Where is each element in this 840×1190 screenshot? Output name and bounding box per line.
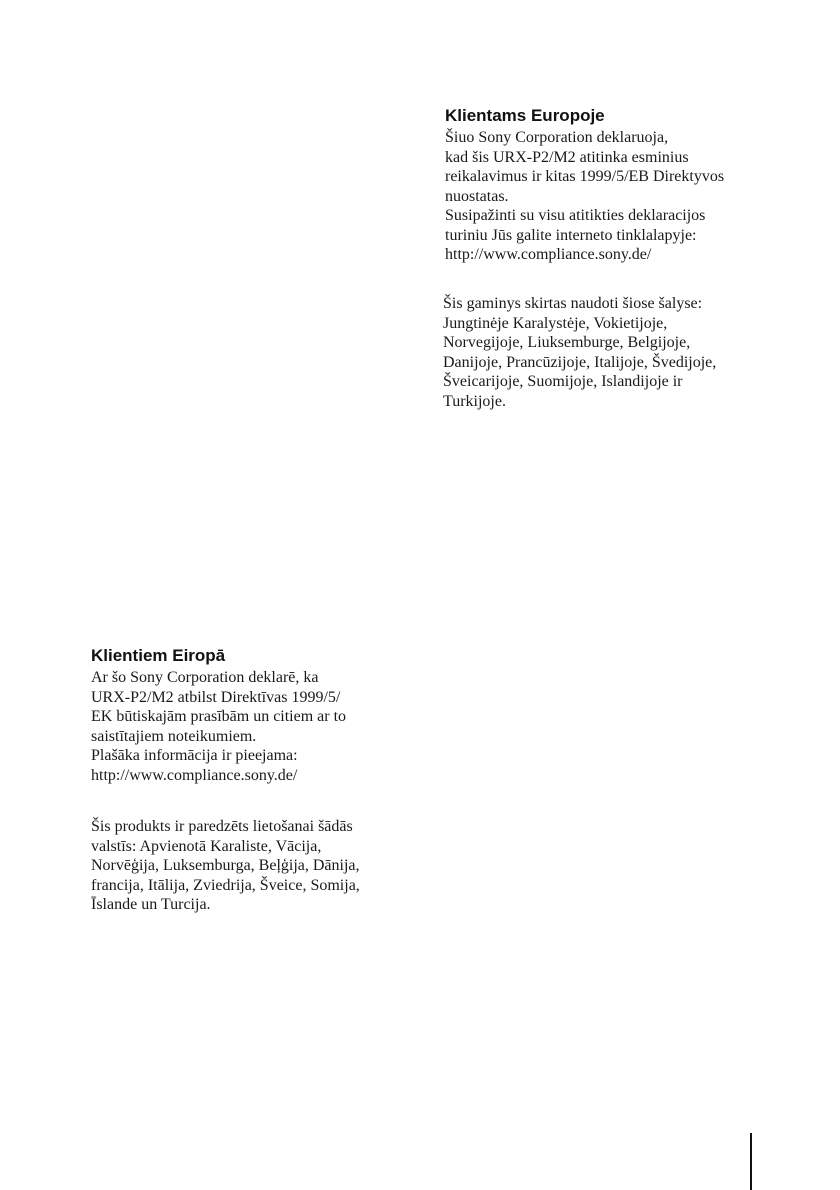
compliance-url: http://www.compliance.sony.de/ [91, 766, 298, 784]
latvian-declaration [91, 668, 346, 785]
lithuanian-declaration [445, 128, 724, 265]
latvian-countries [91, 817, 360, 915]
latvian-notice [91, 645, 346, 785]
text-line: EK būtiskajām prasībām un citiem ar to [91, 708, 347, 725]
text-line: valstīs: Apvienotā Karaliste, Vācija, [91, 837, 322, 855]
text-line: URX-P2/M2 atbilst Direktīvas 1999/5/ [91, 688, 341, 706]
text-line: Plašāka informācija ir pieejama: [91, 747, 298, 764]
text-line: Turkijoje. [443, 392, 506, 410]
text-line: turiniu Jūs galite interneto tinklalapyje: [445, 226, 697, 244]
page-edge-rule [750, 1133, 752, 1190]
text-line: Jungtinėje Karalystėje, Vokietijoje, [443, 314, 668, 332]
text-line: Šveicarijoje, Suomijoje, Islandijoje ir [443, 373, 683, 390]
text-line: Šis gaminys skirtas naudoti šiose šalyse: [443, 295, 703, 312]
text-line: Ar šo Sony Corporation deklarē, ka [91, 669, 319, 686]
text-line: Šiuo Sony Corporation deklaruoja, [445, 129, 669, 146]
compliance-url: http://www.compliance.sony.de/ [445, 246, 652, 263]
text-line: francija, Itālija, Zviedrija, Šveice, Somija, [91, 876, 360, 894]
text-line: Norvegijoje, Liuksemburge, Belgijoje, [443, 334, 691, 351]
text-line: Šis produkts ir paredzēts lietošanai šādās [91, 818, 353, 835]
text-line: nuostatas. [445, 187, 509, 205]
lithuanian-heading: Klientams Europoje [445, 106, 605, 125]
text-line: saistītajiem noteikumiem. [91, 727, 257, 745]
lithuanian-notice [445, 105, 724, 265]
text-line: Danijoje, Prancūzijoje, Italijoje, Švedijoje, [443, 353, 717, 371]
latvian-heading: Klientiem Eiropā [91, 646, 226, 665]
lithuanian-countries [443, 294, 716, 411]
text-line: Susipažinti su visu atitikties deklaracijos [445, 207, 706, 224]
text-line: Īslande un Turcija. [91, 896, 211, 913]
text-line: reikalavimus ir kitas 1999/5/EB Direktyvos [445, 168, 725, 185]
text-line: Norvēģija, Luksemburga, Beļģija, Dānija, [91, 857, 360, 874]
text-line: kad šis URX-P2/M2 atitinka esminius [445, 148, 689, 166]
